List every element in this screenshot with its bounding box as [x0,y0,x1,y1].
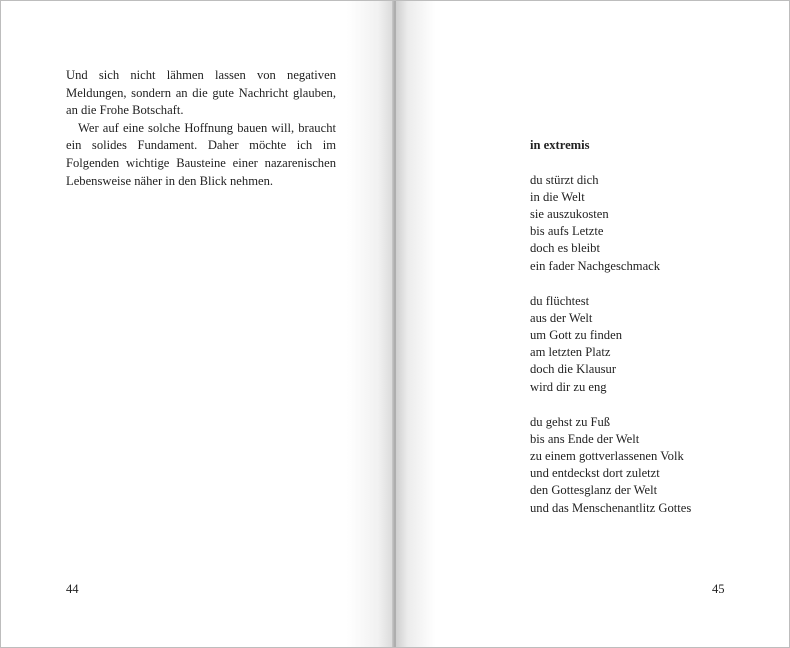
stanza-2 [530,293,760,396]
poem-line: bis ans Ende der Welt [530,431,640,446]
paragraph-2: Wer auf eine solche Hoffnung bauen will, braucht ein solides Fundament. Daher möchte ich im Folgenden wichtige Bausteine einer nazarenischen Lebensweise näher in den Blick nehmen. [66,120,336,188]
poem-line: zu einem gottverlassenen Volk [530,449,684,464]
poem-title: in extremis [530,138,590,152]
poem [530,137,760,535]
paragraph-1: Und sich nicht lähmen lassen von negativen Meldungen, sondern an die gute Nachricht glauben, an die Frohe Botschaft. [66,68,336,118]
poem-line: du gehst zu Fuß [530,414,611,429]
poem-line: und entdeckst dort zuletzt [530,466,660,481]
left-page [0,0,394,648]
poem-line: am letzten Platz [530,345,611,360]
poem-line: um Gott zu finden [530,328,622,343]
right-page [396,0,790,648]
poem-line: bis aufs Letzte [530,224,604,239]
poem-line: den Gottesglanz der Welt [530,483,658,498]
poem-line: du stürzt dich [530,172,599,187]
poem-line: aus der Welt [530,310,593,325]
poem-line: in die Welt [530,189,585,204]
poem-line: du flüchtest [530,293,590,308]
page-number-left: 44 [66,582,79,596]
poem-line: und das Menschenantlitz Gottes [530,500,692,515]
prose-text [66,67,336,190]
poem-line: doch es bleibt [530,241,600,256]
page-number-right: 45 [712,582,725,596]
poem-line: sie auszukosten [530,207,609,221]
stanza-1 [530,172,760,275]
poem-line: ein fader Nachgeschmack [530,258,661,273]
poem-line: doch die Klausur [530,362,617,377]
stanza-3 [530,414,760,517]
poem-line: wird dir zu eng [530,379,607,394]
